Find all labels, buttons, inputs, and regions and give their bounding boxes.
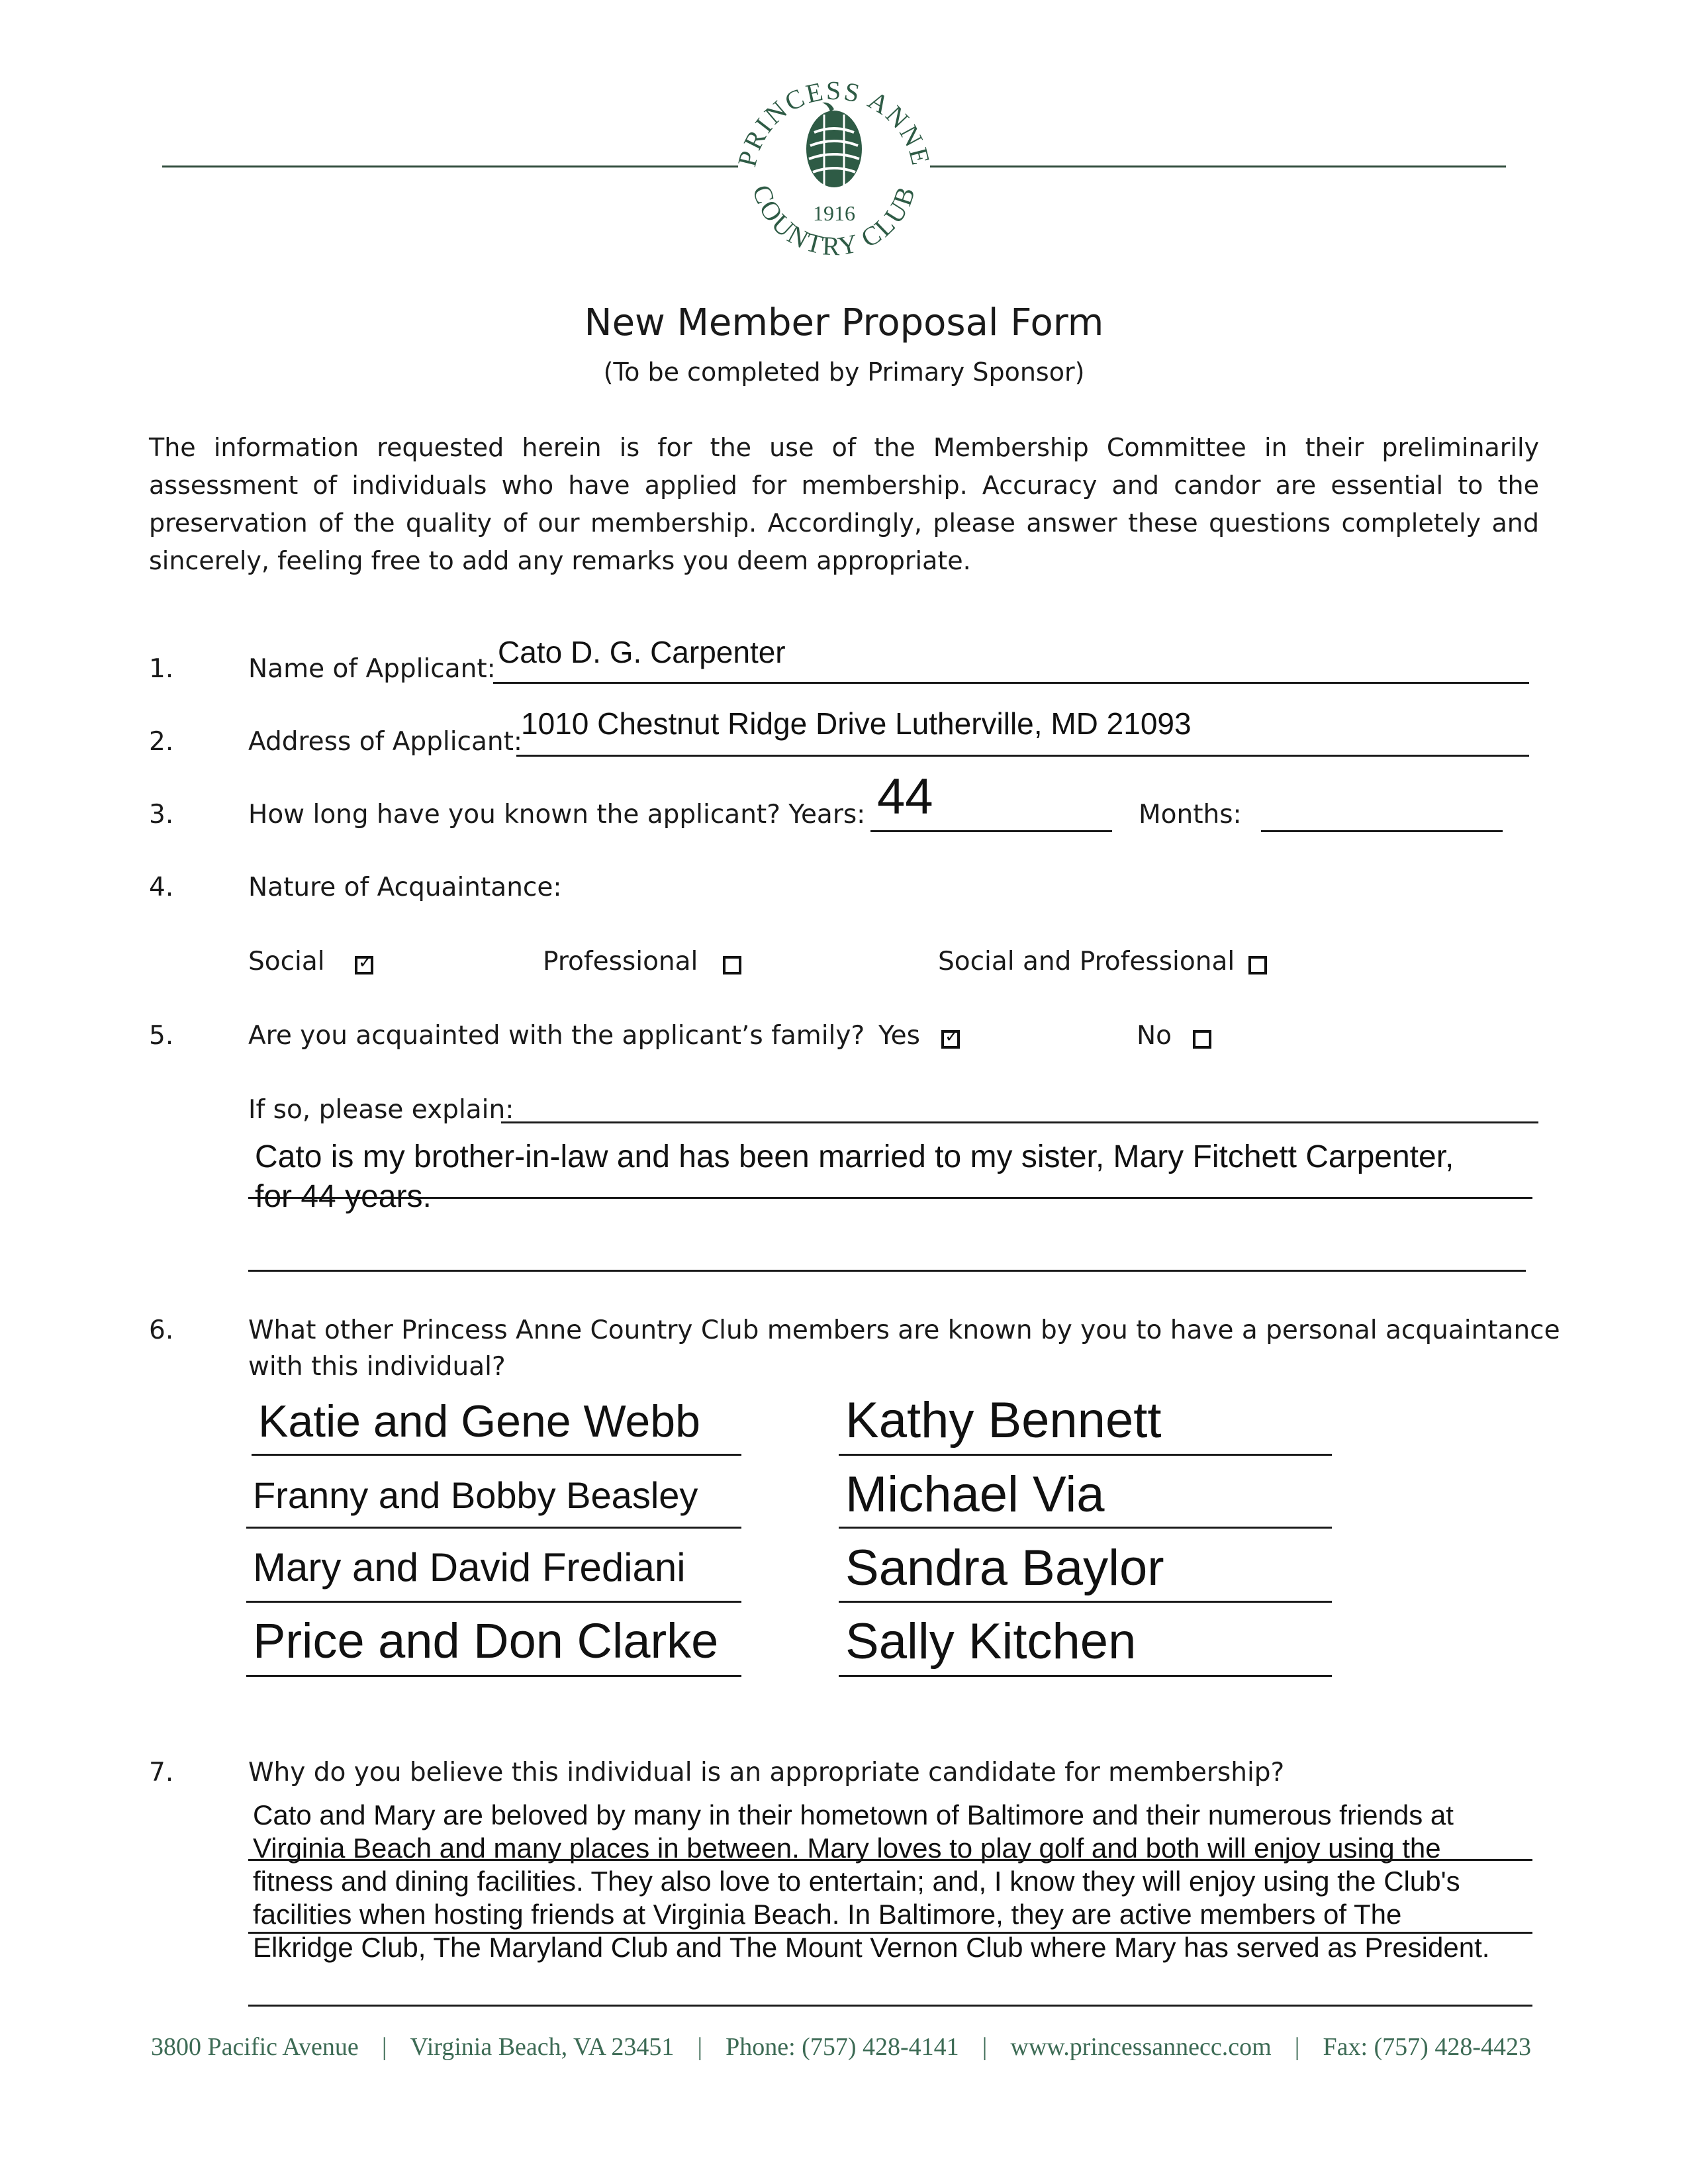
q5-explain-line-3: [248, 1270, 1526, 1272]
q4-option-social-label: Social: [248, 947, 325, 976]
q5-no-label: No: [1137, 1021, 1172, 1051]
q5-yes-label: Yes: [878, 1021, 920, 1051]
years-known-field[interactable]: 44: [877, 769, 933, 825]
member-right-line-3: [839, 1601, 1332, 1603]
member-left-line-3: [246, 1601, 741, 1603]
candidate-reason-line-5[interactable]: Elkridge Club, The Maryland Club and The Mount Vernon Club where Mary has served as President.: [253, 1932, 1490, 1963]
club-logo: [728, 63, 940, 268]
q3-years-line: [870, 830, 1112, 832]
header-rule-right: [930, 166, 1506, 167]
footer-fax: Fax: (757) 428-4423: [1323, 2033, 1531, 2061]
candidate-reason-line-2[interactable]: Virginia Beach and many places in between. Mary loves to play golf and both will enjoy using the: [253, 1832, 1441, 1864]
footer-sep-3: |: [982, 2033, 988, 2061]
applicant-address-field[interactable]: 1010 Chestnut Ridge Drive Lutherville, MD 21093: [521, 706, 1192, 741]
page-subtitle: (To be completed by Primary Sponsor): [603, 357, 1085, 387]
svg-text:PRINCESS ANNE: PRINCESS ANNE: [731, 75, 937, 170]
member-right-4[interactable]: Sally Kitchen: [845, 1613, 1137, 1670]
q3-label: How long have you known the applicant? Years:: [248, 800, 866, 830]
social-checkbox[interactable]: [355, 956, 373, 974]
q1-field-line: [493, 682, 1529, 684]
q5-explain-line-1: [501, 1121, 1538, 1123]
footer-sep-1: |: [381, 2033, 387, 2061]
member-left-4[interactable]: Price and Don Clarke: [253, 1613, 719, 1668]
header-rule-left: [162, 166, 738, 167]
professional-checkbox[interactable]: [723, 956, 741, 974]
q4-option-social-professional-label: Social and Professional: [938, 947, 1235, 976]
footer-sep-2: |: [697, 2033, 703, 2061]
member-left-3[interactable]: Mary and David Frediani: [253, 1545, 686, 1590]
member-right-line-1: [839, 1454, 1332, 1456]
q3-number: 3.: [149, 800, 174, 830]
q2-label: Address of Applicant:: [248, 727, 523, 757]
pinecone-icon: [806, 103, 862, 187]
q7-number: 7.: [149, 1758, 174, 1787]
club-logo-seal: [728, 63, 940, 268]
member-right-3[interactable]: Sandra Baylor: [845, 1540, 1164, 1596]
member-right-line-2: [839, 1527, 1332, 1529]
q7-label: Why do you believe this individual is an appropriate candidate for membership?: [248, 1758, 1285, 1787]
footer-address: 3800 Pacific Avenue: [151, 2033, 359, 2061]
q3-months-line: [1261, 830, 1503, 832]
q5-explain-line-2: [248, 1197, 1532, 1199]
candidate-reason-line-3[interactable]: fitness and dining facilities. They also love to entertain; and, I know they will enjoy using the Club's: [253, 1866, 1460, 1897]
footer-phone: Phone: (757) 428-4141: [726, 2033, 959, 2061]
candidate-reason-line-4[interactable]: facilities when hosting friends at Virginia Beach. In Baltimore, they are active members of The: [253, 1899, 1402, 1930]
member-left-line-4: [246, 1675, 741, 1677]
page-title: New Member Proposal Form: [584, 301, 1104, 344]
q4-number: 4.: [149, 873, 174, 902]
q6-number: 6.: [149, 1315, 174, 1345]
candidate-reason-line-1[interactable]: Cato and Mary are beloved by many in their hometown of Baltimore and their numerous friends at: [253, 1799, 1454, 1830]
member-right-line-4: [839, 1675, 1332, 1677]
family-explanation-line-1[interactable]: Cato is my brother-in-law and has been married to my sister, Mary Fitchett Carpenter,: [255, 1139, 1454, 1174]
member-left-1[interactable]: Katie and Gene Webb: [258, 1396, 700, 1447]
q2-number: 2.: [149, 727, 174, 757]
logo-year: 1916: [813, 201, 855, 225]
member-right-1[interactable]: Kathy Bennett: [845, 1392, 1162, 1448]
member-left-line-1: [252, 1454, 741, 1456]
footer-sep-4: |: [1294, 2033, 1300, 2061]
q6-label-line-2: with this individual?: [248, 1352, 506, 1382]
q3-months-label: Months:: [1139, 800, 1242, 830]
footer-website-link[interactable]: www.princessannecc.com: [1010, 2033, 1272, 2061]
applicant-name-field[interactable]: Cato D. G. Carpenter: [498, 635, 786, 669]
q4-label: Nature of Acquaintance:: [248, 873, 562, 902]
q1-number: 1.: [149, 654, 174, 684]
footer: [151, 2032, 1531, 2062]
q1-label: Name of Applicant:: [248, 654, 496, 684]
footer-city: Virginia Beach, VA 23451: [410, 2033, 675, 2061]
q6-label-line-1: What other Princess Anne Country Club members are known by you to have a personal acquaintance: [248, 1315, 1560, 1345]
q2-field-line: [516, 755, 1529, 757]
q5-explain-label: If so, please explain:: [248, 1095, 514, 1125]
intro-paragraph: The information requested herein is for the use of the Membership Committee in their preliminarily assessment of individuals who have applied for membership. Accuracy and candor are essential to the preservation of the quality of our membership. Accordingly, please answer these questions completely and sincerely, feeling free to add any remarks you deem appropriate.: [149, 433, 1539, 575]
family-yes-checkbox[interactable]: [941, 1030, 960, 1049]
q5-number: 5.: [149, 1021, 174, 1051]
svg-text:COUNTRY CLUB: COUNTRY CLUB: [747, 181, 921, 261]
family-no-checkbox[interactable]: [1193, 1030, 1211, 1049]
q7-line-3: [248, 2005, 1532, 2007]
member-left-line-2: [246, 1527, 741, 1529]
member-left-2[interactable]: Franny and Bobby Beasley: [253, 1474, 698, 1516]
family-explanation-line-2[interactable]: for 44 years.: [255, 1179, 432, 1214]
q5-label: Are you acquainted with the applicant’s family?: [248, 1021, 865, 1051]
q4-option-professional-label: Professional: [543, 947, 698, 976]
social-and-professional-checkbox[interactable]: [1248, 956, 1267, 974]
member-right-2[interactable]: Michael Via: [845, 1466, 1105, 1523]
q7-line-1: [248, 1859, 1532, 1861]
